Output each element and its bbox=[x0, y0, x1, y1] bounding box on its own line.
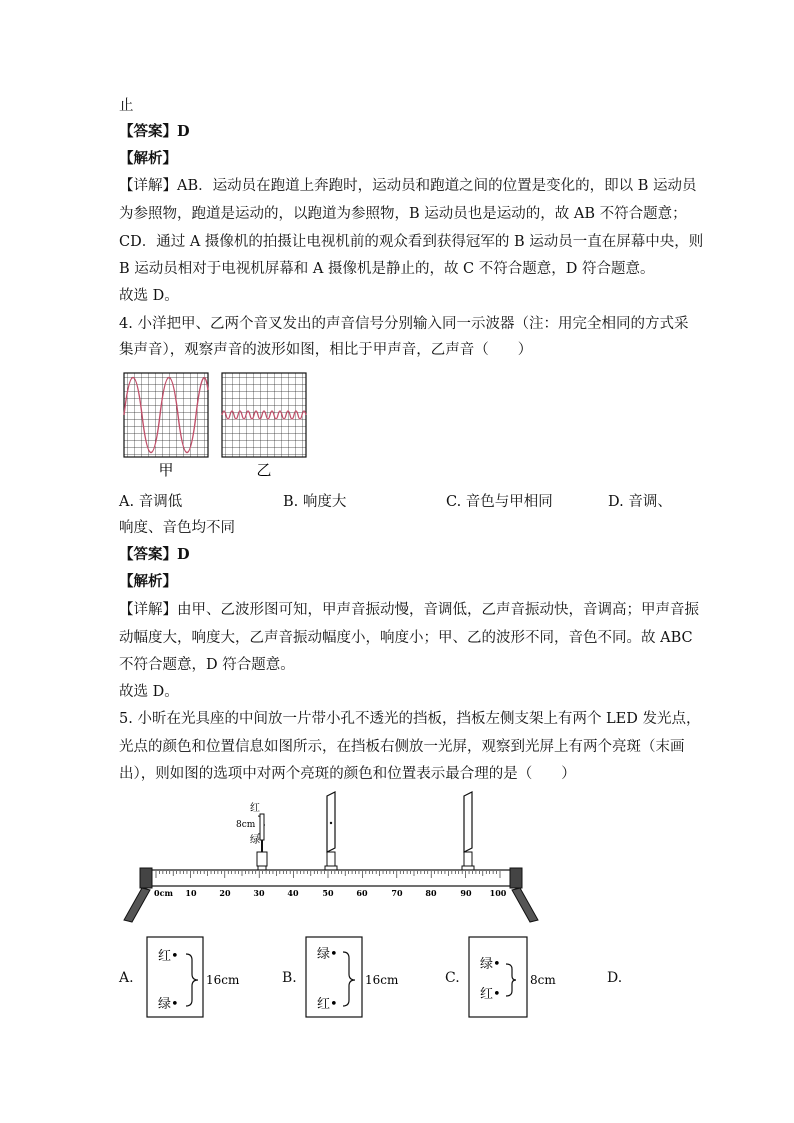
jia-label: 甲 bbox=[158, 461, 174, 479]
q4-option-d-continued: 响度、音色均不同 bbox=[119, 520, 235, 536]
detail-line-4: B 运动员相对于电视机屏幕和 A 摄像机是静止的，故 C 不符合题意，D 符合题意。 bbox=[119, 261, 655, 277]
pinhole-barrier bbox=[325, 792, 337, 874]
rail-tick-40: 40 bbox=[287, 888, 299, 898]
yi-label: 乙 bbox=[256, 461, 272, 479]
option-b-distance: 16cm bbox=[365, 973, 399, 987]
q5-option-c-screen bbox=[468, 936, 568, 1020]
option-a-bottom-spot: 绿• bbox=[158, 997, 179, 1012]
q5-stem-line-1: 5. 小昕在光具座的中间放一片带小孔不透光的挡板，挡板左侧支架上有两个 LED 发光点， bbox=[119, 711, 701, 727]
rail-tick-70: 70 bbox=[391, 888, 403, 898]
optical-bench-figure bbox=[118, 790, 548, 930]
rail-tick-90: 90 bbox=[460, 888, 472, 898]
text-line-1: 止 bbox=[119, 98, 134, 114]
option-a-distance: 16cm bbox=[206, 973, 240, 987]
q4-answer-label: 【答案】D bbox=[119, 546, 190, 563]
q4-detail-line-3: 不符合题意，D 符合题意。 bbox=[119, 657, 295, 673]
option-c-distance: 8cm bbox=[530, 973, 556, 987]
q4-stem-line-2: 集声音），观察声音的波形如图，相比于甲声音，乙声音（ ） bbox=[119, 342, 533, 358]
yi-oscilloscope-panel bbox=[222, 373, 306, 457]
option-b-bottom-spot: 红• bbox=[317, 997, 338, 1012]
q5-option-a-screen bbox=[146, 936, 246, 1020]
rail-tick-20: 20 bbox=[219, 888, 231, 898]
light-screen bbox=[462, 792, 474, 874]
rail-unit-label: 0cm bbox=[154, 888, 173, 898]
q5-option-c-label: C. bbox=[445, 970, 460, 986]
option-a-top-spot: 红• bbox=[158, 949, 179, 964]
led-red-label: 红 bbox=[250, 803, 260, 814]
option-c-top-spot: 绿• bbox=[480, 957, 501, 972]
answer-label: 【答案】D bbox=[119, 123, 190, 140]
rail-tick-100: 100 bbox=[489, 888, 507, 898]
q4-detail-line-1: 【详解】由甲、乙波形图可知，甲声音振动慢，音调低，乙声音振动快，音调高；甲声音振 bbox=[119, 602, 699, 618]
rail-tick-80: 80 bbox=[425, 888, 437, 898]
q4-waveform-figure bbox=[120, 370, 312, 480]
q5-stem-line-3: 出），则如图的选项中对两个亮斑的颜色和位置表示最合理的是（ ） bbox=[119, 766, 576, 782]
q4-option-a: A. 音调低 bbox=[119, 494, 183, 510]
option-b-top-spot: 绿• bbox=[317, 947, 338, 962]
led-gap-label: 8cm bbox=[236, 820, 256, 830]
led-green-label: 绿 bbox=[250, 835, 260, 846]
q5-option-b-label: B. bbox=[282, 970, 297, 986]
conclusion-line: 故选 D。 bbox=[119, 288, 179, 304]
detail-line-3: CD．通过 A 摄像机的拍摄让电视机前的观众看到获得冠军的 B 运动员一直在屏幕中央，则 bbox=[119, 234, 704, 250]
option-c-bottom-spot: 红• bbox=[480, 987, 501, 1002]
q4-stem-line-1: 4. 小洋把甲、乙两个音叉发出的声音信号分别输入同一示波器（注：用完全相同的方式采 bbox=[119, 316, 689, 332]
analysis-label: 【解析】 bbox=[119, 150, 177, 167]
rail-tick-60: 60 bbox=[356, 888, 368, 898]
jia-oscilloscope-panel bbox=[124, 373, 208, 457]
rail-tick-50: 50 bbox=[322, 888, 334, 898]
q4-option-c: C. 音色与甲相同 bbox=[446, 494, 553, 510]
q4-option-b: B. 响度大 bbox=[283, 494, 347, 510]
rail-tick-10: 10 bbox=[185, 888, 197, 898]
q4-conclusion: 故选 D。 bbox=[119, 684, 179, 700]
q5-option-b-screen bbox=[305, 936, 405, 1020]
q4-detail-line-2: 动幅度大，响度大，乙声音振动幅度小，响度小；甲、乙的波形不同，音色不同。故 ABC bbox=[119, 630, 693, 646]
q5-stem-line-2: 光点的颜色和位置信息如图所示，在挡板右侧放一光屏，观察到光屏上有两个亮斑（末画 bbox=[119, 739, 685, 755]
q4-option-d: D. 音调、 bbox=[608, 494, 672, 510]
q5-option-a-label: A. bbox=[119, 970, 134, 986]
detail-line-1: 【详解】AB．运动员在跑道上奔跑时，运动员和跑道之间的位置是变化的，即以 B 运动员 bbox=[119, 178, 697, 194]
detail-line-2: 为参照物，跑道是运动的，以跑道为参照物，B 运动员也是运动的，故 AB 不符合题意； bbox=[119, 206, 687, 222]
rail-tick-30: 30 bbox=[253, 888, 265, 898]
q4-analysis-label: 【解析】 bbox=[119, 573, 177, 590]
q5-option-d-label: D. bbox=[607, 970, 623, 986]
